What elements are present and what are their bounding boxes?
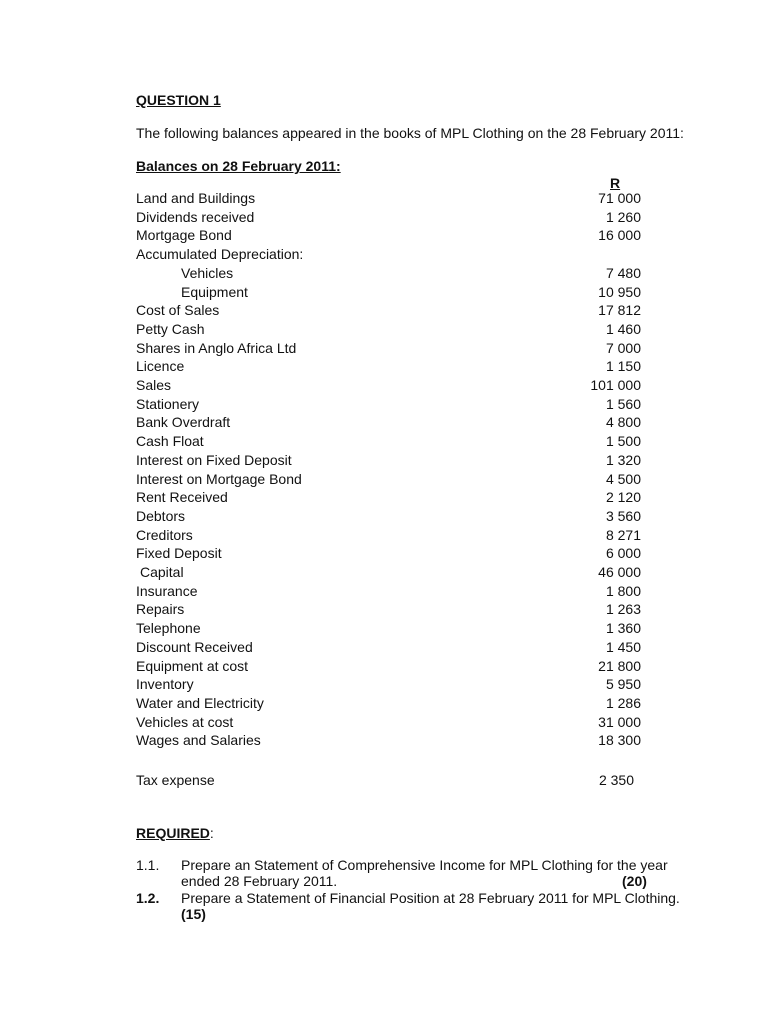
balance-amount: 8 271 xyxy=(605,526,641,543)
q2-marks: (15) xyxy=(181,906,206,922)
balance-label: Equipment xyxy=(181,283,248,300)
balance-amount: 1 800 xyxy=(605,582,641,599)
balance-label: Interest on Fixed Deposit xyxy=(136,451,292,468)
balance-amount: 1 286 xyxy=(605,694,641,711)
balance-label: Cash Float xyxy=(136,433,204,450)
balance-amount: 5 950 xyxy=(605,676,641,693)
question-heading: QUESTION 1 xyxy=(136,92,221,108)
balance-amount: 4 500 xyxy=(605,470,641,487)
balance-label: Bank Overdraft xyxy=(136,414,231,431)
balance-label: Debtors xyxy=(136,507,186,524)
balance-label: Capital xyxy=(140,564,184,580)
balance-amount: 1 450 xyxy=(605,638,641,655)
balance-amount: 1 360 xyxy=(605,620,641,637)
balance-amount: 4 800 xyxy=(605,414,641,431)
q2-line1: Prepare a Statement of Financial Position at 28 February 2011 for MPL Clothing. xyxy=(181,890,680,906)
balance-label: Cost of Sales xyxy=(136,302,220,319)
balance-amount: 7 000 xyxy=(605,339,641,356)
balance-label: Sales xyxy=(136,377,172,393)
balance-label: Vehicles xyxy=(181,264,234,281)
balance-amount: 101 000 xyxy=(590,377,641,393)
balance-label: Insurance xyxy=(136,582,198,599)
balance-label: Land and Buildings xyxy=(136,190,256,206)
required-colon: : xyxy=(209,825,214,841)
balance-amount: 17 812 xyxy=(598,302,641,319)
balance-label: Stationery xyxy=(136,395,200,412)
balance-label: Fixed Deposit xyxy=(136,545,222,562)
balance-label: Petty Cash xyxy=(136,320,205,337)
required-heading xyxy=(136,825,214,842)
required-title: REQUIRED xyxy=(136,825,210,841)
tax-amount: 2 350 xyxy=(598,772,634,788)
balance-label: Inventory xyxy=(136,676,194,693)
currency-header: R xyxy=(610,175,621,191)
balance-label: Accumulated Depreciation: xyxy=(136,246,304,263)
balance-label: Rent Received xyxy=(136,489,228,506)
balance-label: Wages and Salaries xyxy=(136,732,261,749)
q1-marks: (20) xyxy=(622,873,647,889)
balance-amount: 1 260 xyxy=(605,208,641,225)
balance-amount: 3 560 xyxy=(605,507,641,524)
balance-label: Vehicles at cost xyxy=(136,713,234,730)
balance-label: Shares in Anglo Africa Ltd xyxy=(136,339,297,356)
balance-amount: 1 320 xyxy=(605,451,641,468)
q2-number: 1.2. xyxy=(136,890,160,906)
balance-amount: 1 263 xyxy=(605,601,641,618)
balance-label: Licence xyxy=(136,358,185,375)
balance-amount: 16 000 xyxy=(598,227,641,244)
balance-amount: 1 150 xyxy=(605,358,641,375)
balance-label: Mortgage Bond xyxy=(136,227,232,244)
q1-number: 1.1. xyxy=(136,857,160,873)
balance-label: Equipment at cost xyxy=(136,657,249,674)
q1-line2: ended 28 February 2011. xyxy=(181,873,338,889)
balance-amount: 31 000 xyxy=(598,713,641,730)
balance-label: Interest on Mortgage Bond xyxy=(136,470,302,487)
balance-amount: 10 950 xyxy=(598,283,641,300)
balance-label: Water and Electricity xyxy=(136,694,264,711)
balance-amount: 1 500 xyxy=(605,433,641,450)
intro-text: The following balances appeared in the books of MPL Clothing on the 28 February 2011: xyxy=(136,125,684,141)
balance-amount: 7 480 xyxy=(605,264,641,281)
balance-label: Repairs xyxy=(136,601,185,618)
balance-amount: 21 800 xyxy=(598,657,641,674)
balance-amount: 1 560 xyxy=(605,395,641,412)
balance-amount: 71 000 xyxy=(598,190,641,206)
balance-amount: 18 300 xyxy=(598,732,641,749)
balance-label: Discount Received xyxy=(136,638,253,655)
tax-label: Tax expense xyxy=(136,772,215,788)
balance-amount: 46 000 xyxy=(598,564,641,580)
balance-label: Creditors xyxy=(136,526,193,543)
balances-title: Balances on 28 February 2011: xyxy=(136,158,341,174)
balance-label: Telephone xyxy=(136,620,201,637)
q1-line1: Prepare an Statement of Comprehensive Income for MPL Clothing for the year xyxy=(181,857,668,873)
balance-amount: 1 460 xyxy=(605,320,641,337)
balance-amount: 2 120 xyxy=(605,489,641,506)
balance-amount: 6 000 xyxy=(605,545,641,562)
balance-label: Dividends received xyxy=(136,208,255,225)
